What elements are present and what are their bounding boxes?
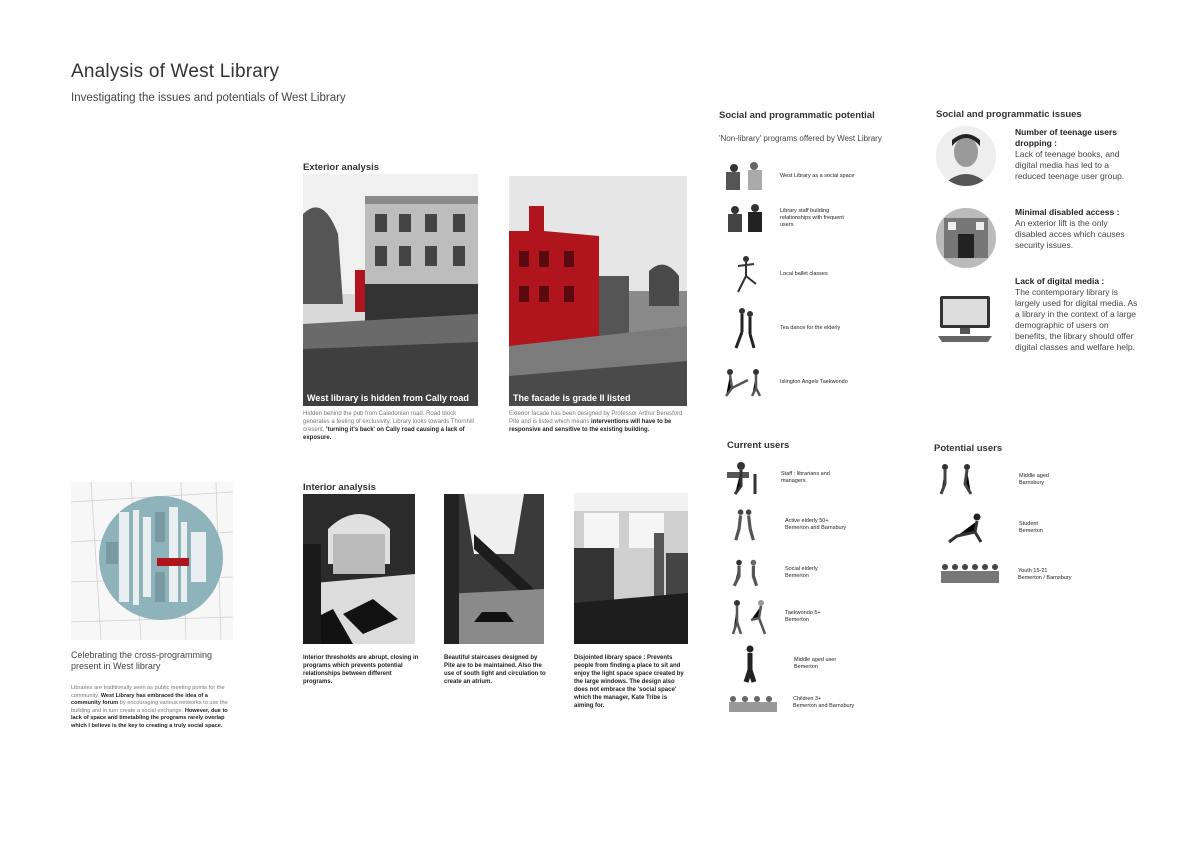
exterior-caption-1: Hidden behind the pub from Caledonian road. Road block generates a feeling of exclusivity. Library looks towards Thornhill cresent, 'turning it's back' on Cally road causing a lack of exposure. [303,411,474,441]
potential-users-heading: Potential users [934,443,1003,454]
potential-item: Islington Angels Taekwondo [722,366,848,398]
youth-group-figure [940,562,1002,588]
site-map [71,482,233,640]
potential-subheading: 'Non-library' programs offered by West Library [719,134,882,143]
issues-heading: Social and programmatic issues [936,109,1082,120]
taekwondo-figure [722,366,766,398]
potential-item: Library staff building relationships with frequent users [726,202,844,234]
exterior-photo2-overlay: The facade is grade II listed [513,393,631,403]
current-user-item: Social elderly Bemerton [731,555,818,591]
student-figure [947,512,987,544]
exterior-photo-facade [509,176,687,406]
current-user-item: Active elderly 50+ Bemerton and Barnsbury [731,504,846,546]
potential-user-item: Student Bemerton [947,512,1043,544]
potential-heading: Social and programmatic potential [719,110,875,121]
current-user-item: Taekwondo 5+ Bemerton [731,598,821,636]
exterior-photo-street [303,174,478,406]
map-heading: Celebrating the cross-programming present in West library [71,650,213,671]
exterior-heading: Exterior analysis [303,162,380,173]
interior-caption-3: Disjointed library space : Prevents people from finding a place to sit and enjoy the light space space created by the large windows. The design also does not embrace the 'social space' which the manager, Kate Tribe is aiming for. [574,655,684,709]
active-elderly-figure [731,504,763,546]
interior-caption-1: Interior thresholds are abrupt, closing in programs which prevents potential relationships between different programs. [303,655,419,685]
issue-teenage: Number of teenage users dropping : Lack of teenage books, and digital media has led to a reduced teenage user group. [1015,127,1125,181]
current-users-heading: Current users [727,440,790,451]
computer-icon [934,294,996,344]
potential-item: Local ballet classes [726,254,828,294]
interior-photo-library [574,493,688,644]
taekwondo-kids-figure [731,598,771,636]
exterior-caption-2: Exterior facade has been designed by Professor Arthur Beresford Pite and is listed which means interventions will have to be responsive and sensitive to the existing building. [509,411,683,433]
interior-caption-2: Beautiful staircases designed by Pite are to be maintained. Also the use of south light and circulation to create an atrium. [444,655,546,685]
interior-photo-staircase [444,494,544,644]
exterior-photo1-overlay: West library is hidden from Cally road [307,393,469,403]
staff-figure [727,460,767,496]
issue-disabled-access: Minimal disabled access : An exterior lift is the only disabled acces which causes security issues. [1015,207,1125,250]
potential-item: West Library as a social space [726,160,855,192]
interior-photo-thresholds [303,494,415,644]
interior-heading: Interior analysis [303,482,376,493]
tea-dance-figure [726,306,766,350]
staff-relationships-figure [726,202,766,234]
current-user-item: Middle aged user Bemerton [740,644,836,684]
ballet-figure [726,254,766,294]
page-title: Analysis of West Library [71,61,280,82]
potential-item: Tea dance for the elderly [726,306,840,350]
middle-aged-barnsbury-figure [937,462,977,498]
current-user-item: Staff : librarians and managers. [727,460,830,496]
social-space-figure [726,160,766,192]
teenage-user-photo [936,126,996,186]
potential-user-item: Middle aged Barnsbury [937,462,1049,498]
children-figure [727,693,779,713]
issue-digital-media: Lack of digital media : The contemporary library is largely used for digital media. As a library in the context of a large demographic of users on benefits, the library should offer digital classes and welfare help. [1015,276,1138,352]
middle-aged-user-figure [740,644,760,684]
map-paragraph: Libraries are traditionally seen as public meeting points for the community. West Library has embraced the idea of a community forum by encouraging various networks to use the building and in turn create a social exchange. However, due to lack of space and timetabling the programs rarely overlap which I believe is the key to creating a truly social space. [71,685,228,729]
current-user-item: Children 3+ Bemerton and Barnsbury [727,693,854,713]
page-subtitle: Investigating the issues and potentials of West Library [71,92,346,104]
social-elderly-figure [731,555,763,591]
potential-user-item: Youth 15-21 Bemerton / Barnsbury [940,562,1072,588]
disabled-access-photo [936,208,996,268]
